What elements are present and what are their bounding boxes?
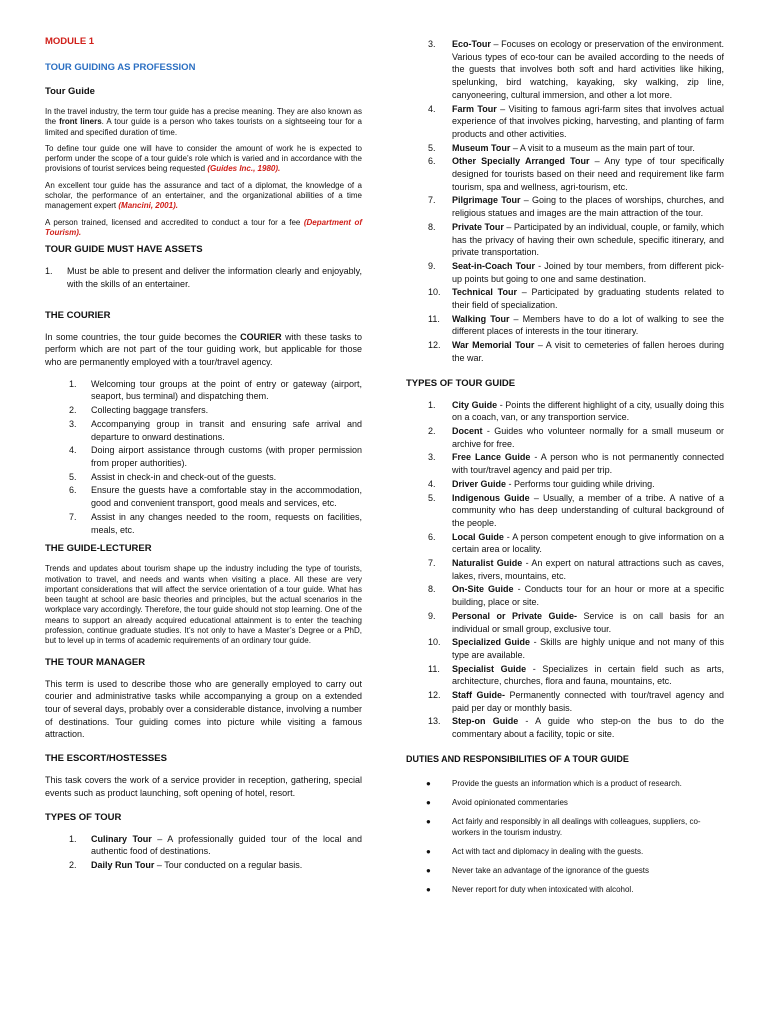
courier-heading: THE COURIER — [45, 309, 111, 321]
list-item: ● Never take an advantage of the ignorance of the guests — [426, 865, 650, 875]
list-item: 11. Specialist Guide - Specializes in certain field such as arts, architecture, churches, flora and fauna, mountains, etc. — [428, 663, 724, 687]
list-item: 12. Staff Guide- Permanently connected with tour/travel agency and paid per day or monthly basis. — [428, 690, 724, 713]
left-column — [45, 36, 362, 873]
list-item: ● Act fairly and responsibly in all dealings with colleagues, suppliers, co-workers in the tourism industry. — [426, 816, 701, 837]
list-item: 10. Specialized Guide - Skills are highly unique and not many of this type are available. — [428, 637, 724, 660]
escort-paragraph: This task covers the work of a service provider in reception, gathering, special events such as product launching, soft opening of hotel, resort. — [45, 775, 362, 798]
list-item: 3. Accompanying group in transit and ensuring safe arrival and departure to onward destinations. — [69, 418, 362, 442]
guide-lecturer-heading: THE GUIDE-LECTURER — [45, 543, 152, 555]
bullet-icon: ● — [426, 778, 431, 788]
module-subtitle: TOUR GUIDING AS PROFESSION — [45, 62, 196, 73]
list-item: 10. Technical Tour – Participated by graduating students related to their field of specialization. — [428, 287, 724, 311]
list-item: 13. Step-on Guide - A guide who step-on the bus to do the commentary about a facility, topic or site. — [428, 716, 724, 740]
list-item: 2. Collecting baggage transfers. — [69, 405, 209, 416]
list-item: 1. Culinary Tour – A professionally guided tour of the local and authentic food of destinations. — [69, 833, 362, 857]
tour-manager-paragraph: This term is used to describe those who are generally employed to carry out courier and administrative tasks while accompanying a group on a extended tour of several days, probably over a considerable distance, involving a number of destinations. Tour guiding comes into picture while visiting a famous attraction. — [45, 678, 362, 740]
list-item: ● Avoid opinionated commentaries — [426, 797, 568, 807]
list-item: 2. Daily Run Tour – Tour conducted on a regular basis. — [69, 859, 303, 870]
duties-list — [406, 778, 724, 895]
list-item: 9. Seat-in-Coach Tour - Joined by tour members, from different pick-up points but going to one and same destination. — [428, 260, 724, 284]
list-item: 4. Driver Guide - Performs tour guiding while driving. — [428, 478, 655, 489]
list-item: 3. Eco-Tour – Focuses on ecology or preservation of the environment. Various types of eco-tour can be availed according to the needs of the guests that involves both soft and hard activities like hiking, spelunking, bird watching, kayaking, sky walking, zip line, canyoneering, cultural immersion, and other a lot more. — [428, 39, 724, 100]
list-item: 2. Docent - Guides who volunteer normally for a small museum or archive for free. — [428, 425, 724, 449]
list-item: 5. Museum Tour – A visit to a museum as the main part of tour. — [428, 142, 695, 153]
bullet-icon: ● — [426, 884, 431, 894]
tour-guide-paragraph-2: To define tour guide one will have to consider the amount of work he is expected to perform under the scope of a tour guide’s role which is varied and in accordance with the provisions of tourist services being requested (Guides Inc., 1980). — [45, 143, 362, 174]
list-item: ● Act with tact and diplomacy in dealing with the guests. — [426, 846, 644, 856]
list-item: 7. Naturalist Guide - An expert on natural attractions such as caves, lakes, rivers, mountains, etc. — [428, 558, 725, 581]
list-item: 5. Indigenous Guide – Usually, a member of a tribe. A native of a community who has deep understanding of cultural background of the people. — [428, 492, 725, 528]
list-item: 6. Ensure the guests have a comfortable stay in the accommodation, good and convenient transport, good meals and services, etc. — [69, 485, 362, 509]
tour-guide-paragraph-1: In the travel industry, the term tour guide has a precise meaning. They are also known as the front liners. A tour guide is a person who takes tourists on a sightseeing tour for a limited and specified duration of time. — [45, 107, 363, 137]
bullet-icon: ● — [426, 797, 431, 807]
escort-heading: THE ESCORT/HOSTESSES — [45, 753, 167, 765]
right-column — [406, 38, 724, 903]
list-item: ● Never report for duty when intoxicated with alcohol. — [426, 884, 634, 894]
tour-manager-heading: THE TOUR MANAGER — [45, 656, 146, 668]
list-item: 7. Pilgrimage Tour – Going to the places of worships, churches, and religious statues and images are the main attraction of the tour. — [428, 195, 724, 219]
list-item: ● Provide the guests an information which is a product of research. — [426, 778, 682, 788]
guide-lecturer-paragraph: Trends and updates about tourism shape up the industry including the type of tourists, motivation to travel, and needs and wants when visiting a place. All these are very important considerations that will affect the service orientation of a tour guide. What has been taught at school are basic theories and principles, but the actual scenarios in the workplace vary accordingly. Therefore, the tour guide should not stop learning. One of the means to support an already acquired educational attainment is to enter the teaching profession, continue graduate studies. It’s not only to have a Master’s Degree or a PhD, but to level up in terms of academic requirements of an ordinary tour guide. — [45, 564, 362, 646]
list-item: 4. Doing airport assistance through customs (with proper permission from proper authorities). — [69, 445, 362, 468]
duties-heading: DUTIES AND RESPONSIBILITIES OF A TOUR GUIDE — [406, 753, 629, 764]
list-item: 8. On-Site Guide - Conducts tour for an hour or more at a specific building, place or site. — [428, 584, 724, 608]
types-of-tour-list-left — [45, 833, 362, 872]
list-item: 1. Must be able to present and deliver the information clearly and enjoyably, with the skills of an entertainer. — [45, 266, 362, 289]
module-title: MODULE 1 — [45, 36, 95, 47]
bullet-icon: ● — [426, 816, 431, 826]
list-item: 6. Local Guide - A person competent enough to give information on a certain area or locality. — [428, 531, 724, 555]
list-item: 12. War Memorial Tour – A visit to cemeteries of fallen heroes during the war. — [428, 340, 724, 363]
tour-guide-paragraph-4: A person trained, licensed and accredited to conduct a tour for a fee (Department of Tourism). — [45, 217, 363, 237]
list-item: 8. Private Tour – Participated by an individual, couple, or family, which has the privacy of having their own schedule, specific itinerary, and private transportation. — [428, 221, 724, 258]
types-of-tour-list-right — [406, 38, 724, 365]
list-item: 11. Walking Tour – Members have to do a lot of walking to see the different places of interests in the tour itinerary. — [428, 313, 724, 337]
list-item: 3. Free Lance Guide - A person who is not permanently connected with tour/travel agency and paid per trip. — [428, 452, 725, 476]
tour-guide-paragraph-3: An excellent tour guide has the assurance and tact of a diplomat, the knowledge of a scholar, the performance of an entertainer, and the organizational abilities of a time management expert (Mancini, 2001). — [45, 180, 362, 211]
list-item: 5. Assist in check-in and check-out of the guests. — [69, 471, 277, 482]
bullet-icon: ● — [426, 865, 431, 875]
types-of-tour-heading: TYPES OF TOUR — [45, 811, 122, 823]
types-of-guide-heading: TYPES OF TOUR GUIDE — [406, 377, 516, 389]
list-item: 1. Welcoming tour groups at the point of entry or gateway (airport, seaport, bus terminal) and dispatching them. — [69, 378, 362, 402]
bullet-icon: ● — [426, 846, 431, 856]
courier-list — [45, 378, 362, 536]
list-item: 1. City Guide - Points the different highlight of a city, usually doing this on a coach, van, or any transportion service. — [428, 399, 724, 423]
list-item: 9. Personal or Private Guide- Service is on call basis for an individual or small group, exclusive tour. — [428, 610, 724, 634]
list-item: 7. Assist in any changes needed to the room, requests on facilities, meals, etc. — [69, 511, 362, 535]
assets-heading: TOUR GUIDE MUST HAVE ASSETS — [45, 244, 203, 256]
tour-guide-heading: Tour Guide — [45, 86, 95, 97]
types-of-guide-list — [406, 399, 724, 741]
list-item: 6. Other Specially Arranged Tour – Any type of tour specifically designed for tourists based on their need and requirement like farm tourism, spa and wellness, agri-tourism, etc. — [428, 156, 724, 192]
assets-list — [45, 265, 362, 290]
list-item: 4. Farm Tour – Visiting to famous agri-farm sites that involves actual experience of that involves picking, harvesting, and planting of farm products and other activities. — [428, 103, 724, 139]
courier-paragraph: In some countries, the tour guide becomes the COURIER with these tasks to perform which are not part of the tour guiding work, but applicable for those who are permanently employed with a tour/travel agency. — [45, 331, 362, 368]
